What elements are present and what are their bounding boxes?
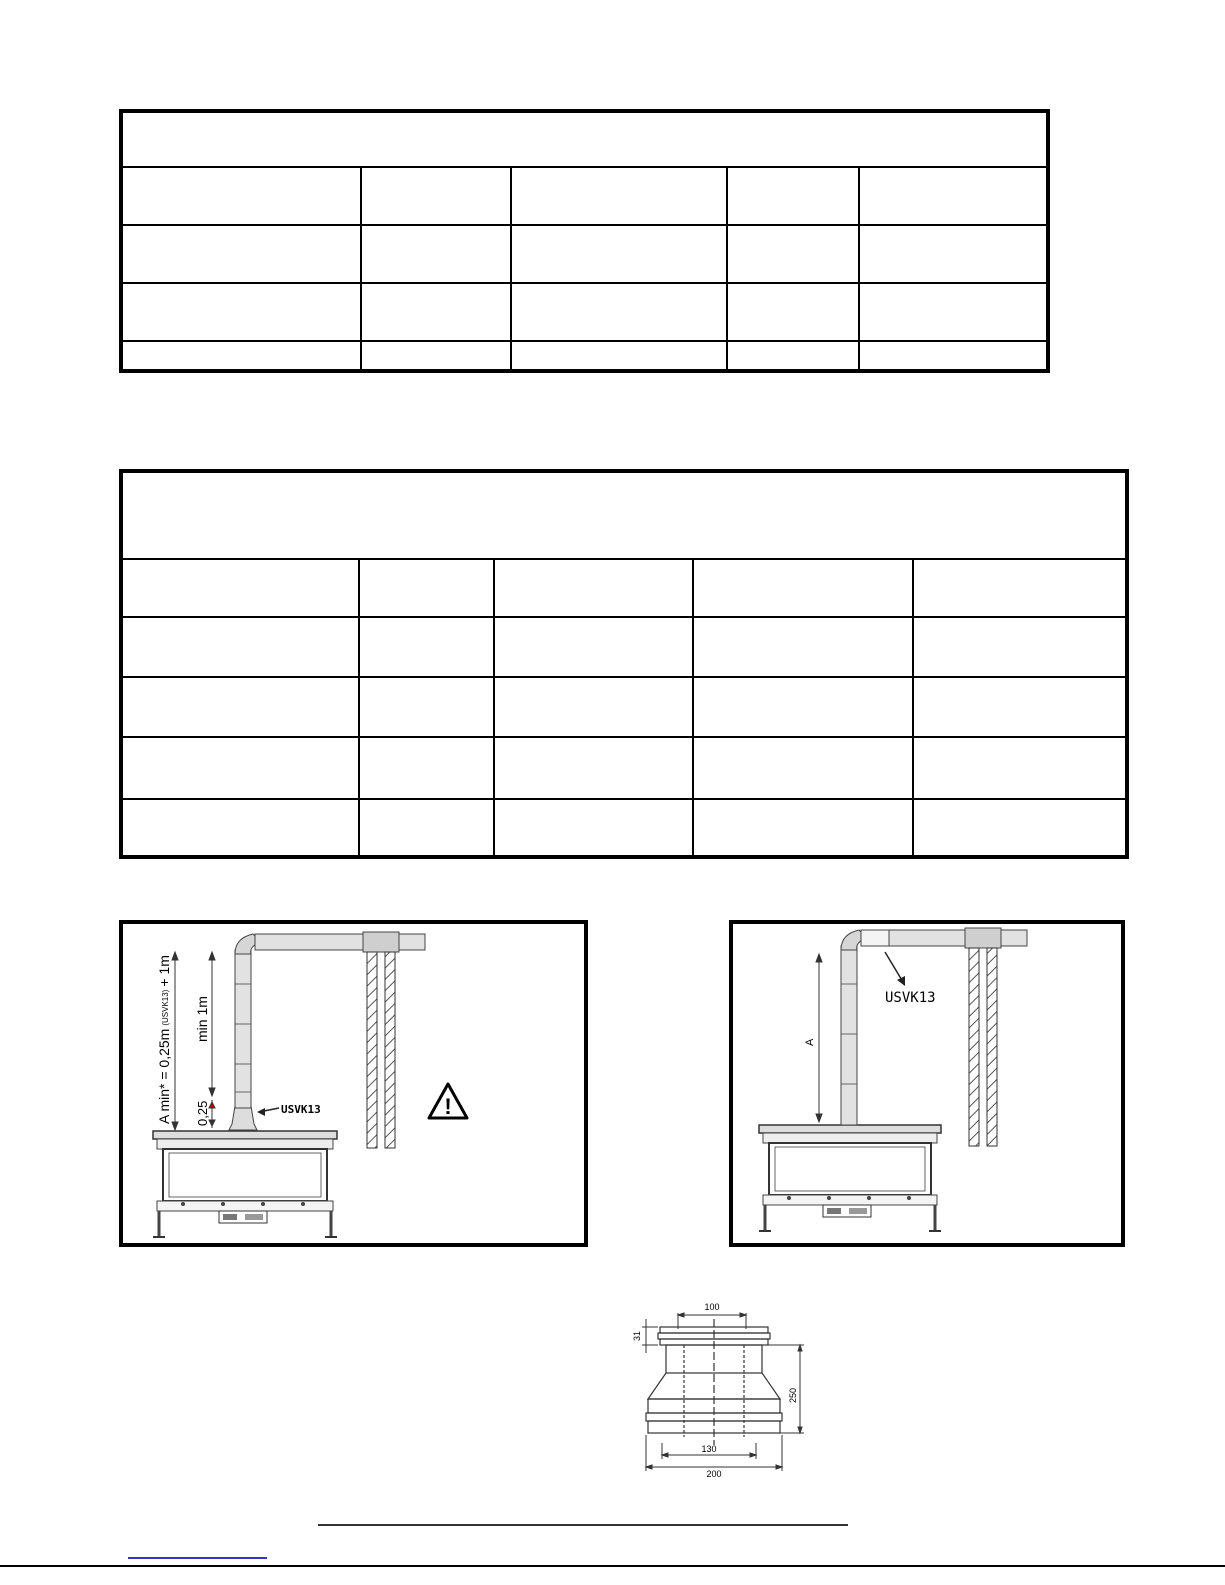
table-row: [121, 341, 1048, 371]
table-top-title-cell: [121, 111, 1048, 167]
warning-icon: [429, 1084, 467, 1119]
page-bottom-rule: [0, 1565, 1225, 1567]
table-row: [121, 283, 1048, 341]
part-pointer-arrow: [885, 952, 903, 982]
formula-label: A min* = 0,25m(USVK13)+ 1m: [156, 955, 172, 1124]
table-row: [121, 617, 1127, 677]
installation-diagram-left: [119, 920, 588, 1247]
adapter-piece: [229, 1106, 257, 1130]
table-top: [119, 109, 1050, 373]
dim-right-label: 250: [788, 1387, 798, 1403]
installation-diagram-right: [729, 920, 1125, 1247]
dim-bottom-label: 200: [706, 1469, 722, 1479]
dim-inner-label: 130: [701, 1444, 717, 1454]
flue-pipe: [235, 932, 425, 1108]
table-bottom-title-cell: [121, 471, 1127, 559]
fireplace-stove: [153, 1131, 337, 1237]
chimney-wall: [969, 948, 997, 1146]
part-label: USVK13: [885, 990, 936, 1006]
chimney-wall: [367, 952, 395, 1148]
dim-left-label: 31: [632, 1330, 642, 1341]
small-dimension-label: 0,25: [195, 1100, 210, 1126]
part-pointer-arrow-head: [257, 1108, 265, 1116]
table-row: [121, 677, 1127, 737]
dimension-lines: [642, 1313, 804, 1471]
table-row: [121, 225, 1048, 283]
footer-rule: [318, 1524, 848, 1526]
adapter-technical-drawing: [628, 1295, 818, 1480]
min-length-label: min 1m: [194, 996, 210, 1042]
dimension-label: A: [804, 1038, 816, 1046]
dimension-lines: [816, 954, 822, 1122]
dim-top-label: 100: [704, 1302, 720, 1312]
table-row: [121, 559, 1127, 617]
part-label: USVK13: [281, 1103, 321, 1116]
table-row: [121, 799, 1127, 857]
table-bottom: [119, 469, 1129, 859]
svg-text:!: !: [444, 1094, 452, 1119]
footer-link-underline: [128, 1557, 267, 1559]
flue-pipe: [841, 928, 1027, 1125]
table-row: [121, 737, 1127, 799]
fireplace-stove: [759, 1125, 941, 1231]
table-row: [121, 167, 1048, 225]
